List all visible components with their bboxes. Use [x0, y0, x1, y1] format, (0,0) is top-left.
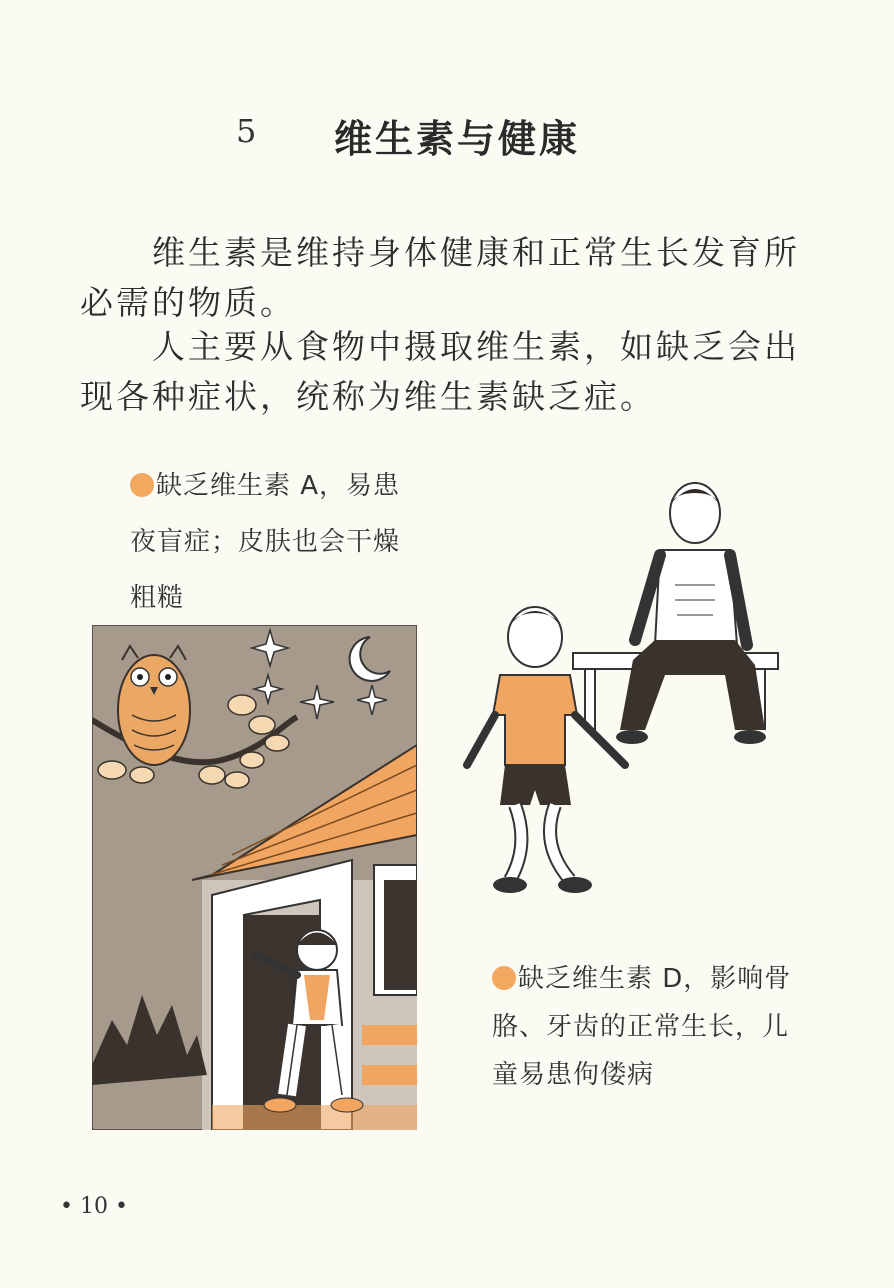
orange-bullet-icon — [130, 473, 154, 497]
orange-bullet-icon — [492, 966, 516, 990]
paragraph-2-text: 人主要从食物中摄取维生素，如缺乏会出现各种症状，统称为维生素缺乏症。 — [80, 327, 800, 416]
paragraph-1 — [80, 228, 820, 328]
shirtless-boy-figure — [616, 483, 766, 744]
chapter-number: 5 — [236, 112, 257, 150]
page-number: • 10 • — [60, 1194, 128, 1219]
paragraph-1-text: 维生素是维持身体健康和正常生长发育所必需的物质。 — [80, 233, 800, 322]
vitamin-a-caption-text: 缺乏维生素 A，易患夜盲症；皮肤也会干燥粗糙 — [130, 471, 401, 613]
chapter-title: 维生素与健康 — [334, 116, 581, 161]
paragraph-2 — [80, 322, 820, 422]
standing-boy-figure — [467, 607, 625, 893]
night-scene-illustration — [92, 625, 417, 1130]
boys-illustration — [455, 475, 785, 905]
vitamin-d-caption-text: 缺乏维生素 D，影响骨胳、牙齿的正常生长，儿童易患佝偻病 — [492, 964, 792, 1090]
vitamin-a-caption — [130, 458, 410, 626]
vitamin-d-caption — [492, 955, 812, 1099]
